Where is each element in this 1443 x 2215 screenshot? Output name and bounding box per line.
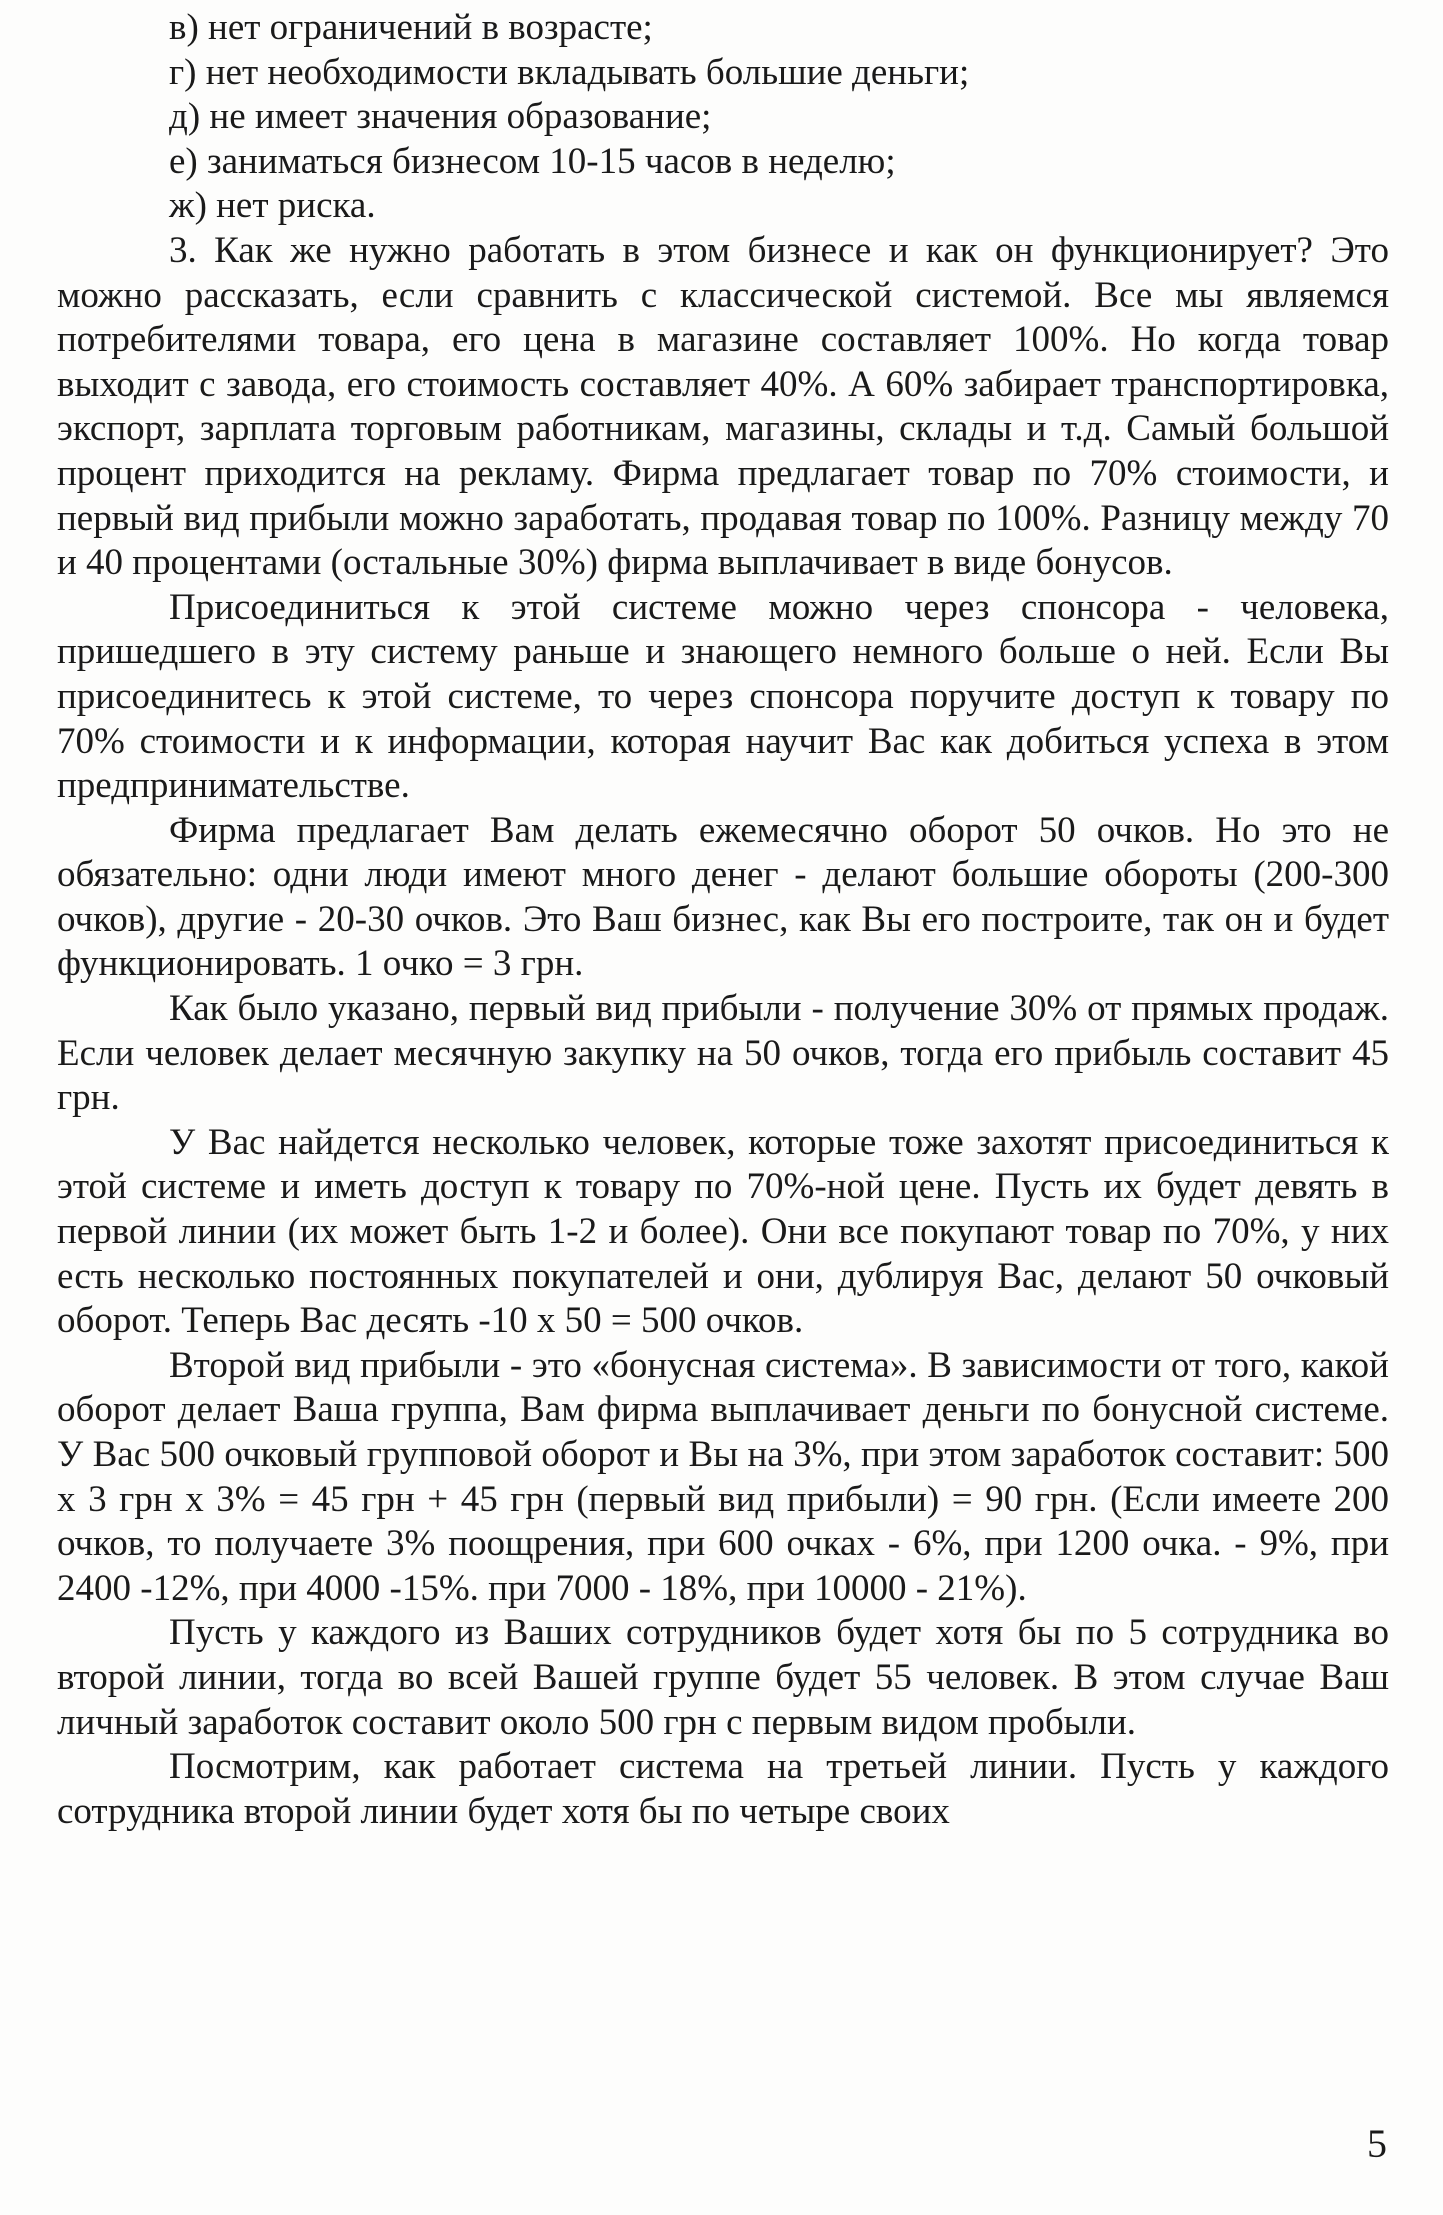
paragraph-monthly-turnover: Фирма предлагает Вам делать ежемесячно оборот 50 очков. Но это не обязательно: одни люди имеют много денег - делают большие обороты (200-300 очков), другие - 20-30 очков. Это Ваш бизнес, как Вы его построите, так он и будет функционировать. 1 очко = 3 грн. — [57, 809, 1389, 985]
list-item-v: в) нет ограничений в возрасте; — [169, 7, 653, 48]
paragraph-how-business-works: 3. Как же нужно работать в этом бизнесе и как он функционирует? Это можно рассказать, если сравнить с классической системой. Все мы являемся потребителями товара, его цена в магазине составляет 100%. Но когда товар выходит с завода, его стоимость составляет 40%. А 60% забирает транспортировка, экспорт, зарплата торговым работникам, магазины, склады и т.д. Самый большой процент приходится на рекламу. Фирма предлагает товар по 70% стоимости, и первый вид прибыли можно заработать, продавая товар по 100%. Разницу между 70 и 40 процентами (остальные 30%) фирма выплачивает в виде бонусов. — [57, 229, 1389, 584]
paragraph-sponsor: Присоединиться к этой системе можно через спонсора - человека, пришедшего в эту систему раньше и знающего немного больше о ней. Если Вы присоединитесь к этой системе, то через спонсора поручите доступ к товару по 70% стоимости и к информации, которая научит Вас как добиться успеха в этом предпринимательстве. — [57, 586, 1389, 807]
list-item-g: г) нет необходимости вкладывать большие деньги; — [169, 51, 970, 93]
list-item-d: д) не имеет значения образование; — [169, 96, 712, 138]
paragraph-first-line: У Вас найдется несколько человек, которые тоже захотят присоединиться к этой системе и иметь доступ к товару по 70%-ной цене. Пусть их будет девять в первой линии (их может быть 1-2 и более). Они все покупают товар по 70%, у них есть несколько постоянных покупателей и они, дублируя Вас, делают 50 очковый оборот. Теперь Вас десять -10 х 50 = 500 очков. — [57, 1121, 1389, 1342]
list-item-zh: ж) нет риска. — [169, 185, 376, 227]
paragraph-first-profit: Как было указано, первый вид прибыли - получение 30% от прямых продаж. Если человек делает месячную закупку на 50 очков, тогда его прибыль составит 45 грн. — [57, 988, 1389, 1119]
list-item-e: е) заниматься бизнесом 10-15 часов в неделю; — [169, 140, 896, 182]
paragraph-third-line: Посмотрим, как работает система на третьей линии. Пусть у каждого сотрудника второй линии будет хотя бы по четыре своих — [57, 1746, 1389, 1832]
paragraph-bonus-system: Второй вид прибыли - это «бонусная система». В зависимости от того, какой оборот делает Ваша группа, Вам фирма выплачивает деньги по бонусной системе. У Вас 500 очковый групповой оборот и Вы на 3%, при этом заработок составит: 500 х 3 грн х 3% = 45 грн + 45 грн (первый вид прибыли) = 90 грн. (Если имеете 200 очков, то получаете 3% поощрения, при 600 очках - 6%, при 1200 очка. - 9%, при 2400 -12%, при 4000 -15%. при 7000 - 18%, при 10000 - 21%). — [57, 1344, 1389, 1609]
paragraph-second-line: Пусть у каждого из Ваших сотрудников будет хотя бы по 5 сотрудника во второй линии, тогда во всей Вашей группе будет 55 человек. В этом случае Ваш личный заработок составит около 500 грн с первым видом пробыли. — [57, 1612, 1389, 1743]
body-text — [57, 6, 1389, 1834]
page-number: 5 — [1367, 2121, 1387, 2166]
